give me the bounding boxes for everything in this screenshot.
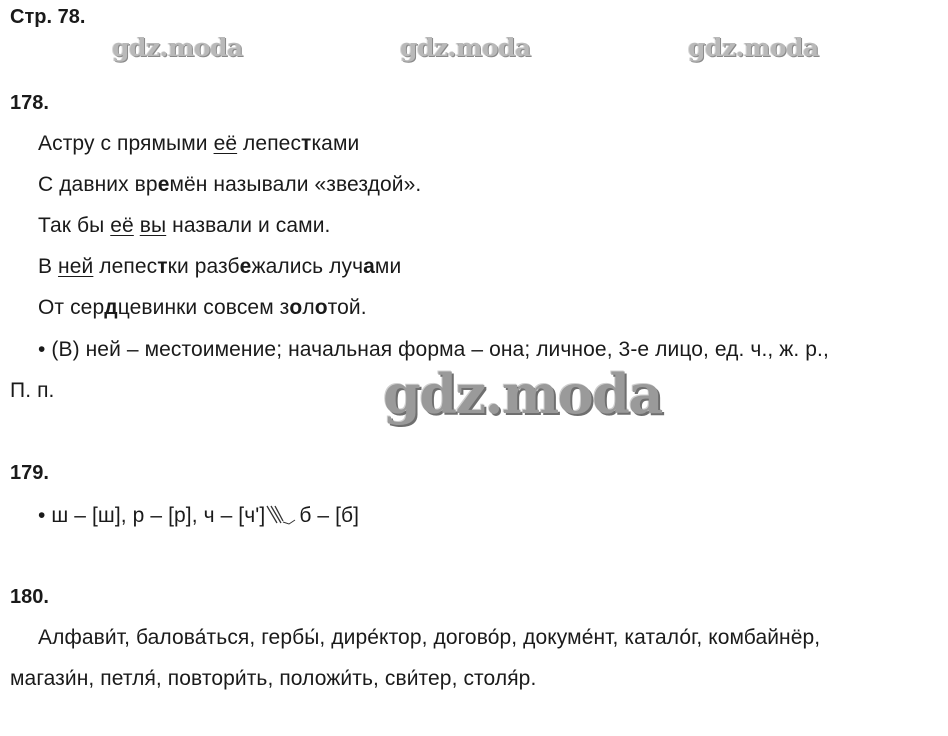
text-run: назвали и сами. [166,214,331,237]
poem-line [38,132,359,156]
text-run: лепес [237,132,302,155]
text-run: л [302,296,315,319]
poem-line [38,173,421,197]
bold-letter: е [157,173,170,196]
bold-letter: о [289,296,303,319]
scribble-mark [265,503,299,525]
morphology-note-line-2: П. п. [10,379,55,402]
morphology-note-line-1: • (В) ней – местоимение; начальная форма – она; личное, 3-е лицо, ед. ч., ж. р., [38,338,829,361]
text-run: мён называли «звездой». [169,173,422,196]
underlined-word: вы [139,214,167,237]
page-title: Стр. 78. [10,6,86,28]
sound-analysis-text-end: б – [б] [299,504,360,527]
poem-line [38,255,401,279]
bold-letter: о [314,296,328,319]
poem-line [38,296,367,320]
bold-letter: т [301,132,312,155]
bold-letter: т [157,255,168,278]
exercise-number-178: 178. [10,92,49,114]
watermark-large: gdz.moda [383,362,662,426]
bold-letter: а [363,255,375,278]
sound-analysis-text: • ш – [ш], р – [р], ч – [ч'] [38,504,266,527]
text-run: От сер [38,296,105,319]
text-run: ки разб [167,255,240,278]
exercise-number-180: 180. [10,586,49,608]
text-run: жались луч [251,255,364,278]
watermark: gdz.moda [688,33,819,62]
text-run: Так бы [38,214,111,237]
text-run: лепес [93,255,158,278]
poem-line [38,214,330,238]
bold-letter: д [104,296,118,319]
watermark: gdz.moda [400,33,531,62]
text-run: В [38,255,59,278]
stress-words-line-1: Алфави́т, балова́ться, гербы́, дире́ктор, догово́р, докуме́нт, катало́г, комбайнёр, [38,626,821,649]
underlined-word: её [110,214,134,237]
stress-words-line-2: магази́н, петля́, повтори́ть, положи́ть, сви́тер, столя́р. [10,667,537,690]
underlined-word: ней [58,255,94,278]
sound-analysis-line [38,503,359,528]
text-run: ми [374,255,402,278]
text-run: цевинки совсем з [117,296,290,319]
bold-letter: е [239,255,252,278]
text-run: той. [327,296,367,319]
text-run: Астру с прямыми [38,132,214,155]
exercise-number-179: 179. [10,462,49,484]
underlined-word: её [213,132,238,155]
text-run: С давних вр [38,173,158,196]
text-run: ками [311,132,360,155]
watermark: gdz.moda [112,33,243,62]
